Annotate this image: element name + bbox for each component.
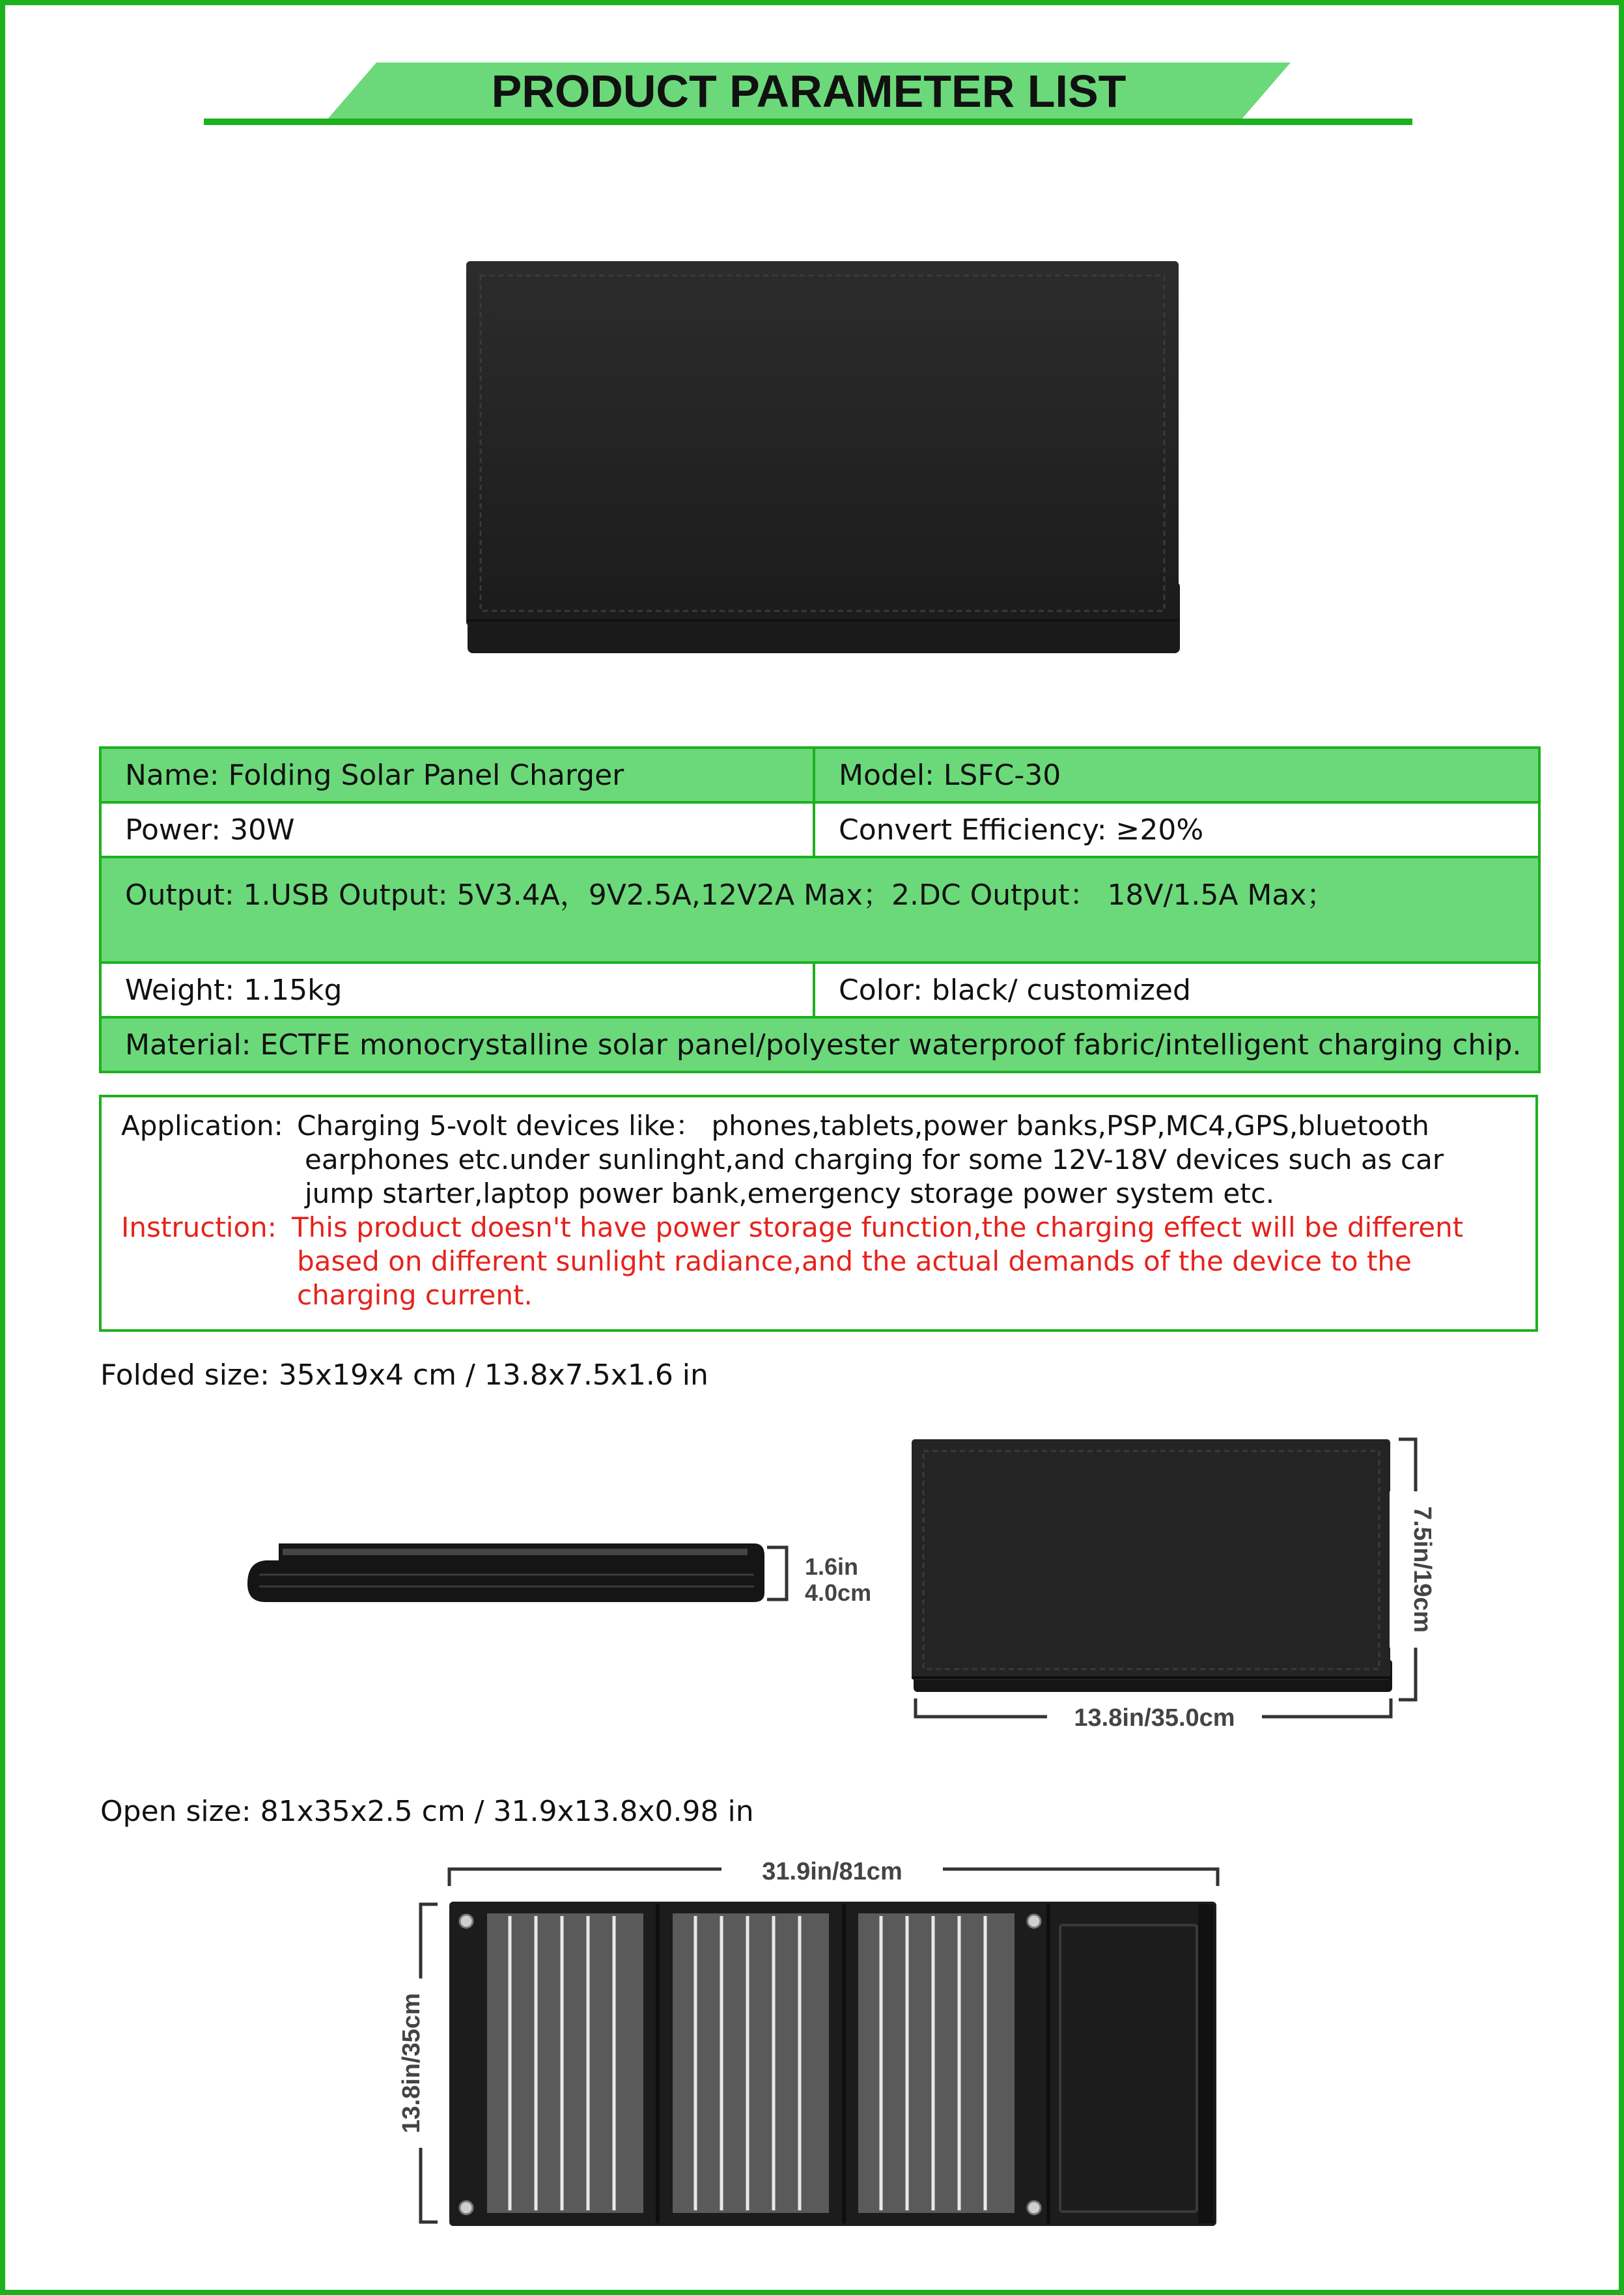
instruction-line-3: charging current. — [297, 1279, 533, 1311]
folded-thickness-cm: 4.0cm — [805, 1579, 872, 1606]
folded-size-caption: Folded size: 35x19x4 cm / 13.8x7.5x1.6 in — [100, 1359, 708, 1392]
product-image-folded-front — [461, 256, 1184, 656]
open-width-label: 31.9in/81cm — [762, 1858, 903, 1885]
param-power: Power: 30W — [100, 802, 814, 857]
application-line-3: jump starter,laptop power bank,emergency storage power system etc. — [305, 1177, 1275, 1209]
table-row — [100, 802, 1539, 857]
table-row — [100, 857, 1539, 963]
folded-width-label: 13.8in/35.0cm — [1074, 1704, 1235, 1732]
folded-front-view-figure — [904, 1431, 1490, 1751]
application-box — [99, 1095, 1538, 1332]
folded-thickness-in: 1.6in — [805, 1553, 859, 1580]
open-size-caption: Open size: 81x35x2.5 cm / 31.9x13.8x0.98 in — [100, 1795, 754, 1828]
table-row — [100, 963, 1539, 1017]
folded-side-view-figure — [240, 1529, 904, 1614]
param-model: Model: LSFC-30 — [814, 748, 1539, 802]
parameter-table — [99, 746, 1541, 1073]
param-color: Color: black/ customized — [814, 963, 1539, 1017]
param-material: Material: ECTFE monocrystalline solar panel/polyester waterproof fabric/intelligent charging chip. — [100, 1017, 1539, 1072]
param-name: Name: Folding Solar Panel Charger — [100, 748, 814, 802]
solar-cells — [487, 1913, 1015, 2213]
table-row — [100, 1017, 1539, 1072]
instruction-line-1: This product doesn't have power storage function,the charging effect will be different — [292, 1211, 1464, 1243]
instruction-label: Instruction: — [121, 1211, 277, 1243]
open-height-label: 13.8in/35cm — [398, 1993, 425, 2133]
page-title: PRODUCT PARAMETER LIST — [491, 66, 1127, 117]
instruction-line-2: based on different sunlight radiance,and the actual demands of the device to the — [297, 1245, 1412, 1277]
table-row — [100, 748, 1539, 802]
application-line-2: earphones etc.under sunlinght,and charging for some 12V-18V devices such as car — [305, 1144, 1444, 1176]
application-line-1: Charging 5-volt devices like： phones,tablets,power banks,PSP,MC4,GPS,bluetooth — [297, 1110, 1429, 1142]
param-output: Output: 1.USB Output: 5V3.4A，9V2.5A,12V2A Max；2.DC Output： 18V/1.5A Max； — [100, 857, 1539, 963]
param-efficiency: Convert Efficiency: ≥20% — [814, 802, 1539, 857]
application-label: Application: — [121, 1110, 283, 1142]
param-weight: Weight: 1.15kg — [100, 963, 814, 1017]
folded-height-label: 7.5in/19cm — [1408, 1506, 1436, 1633]
open-view-figure — [396, 1848, 1242, 2239]
